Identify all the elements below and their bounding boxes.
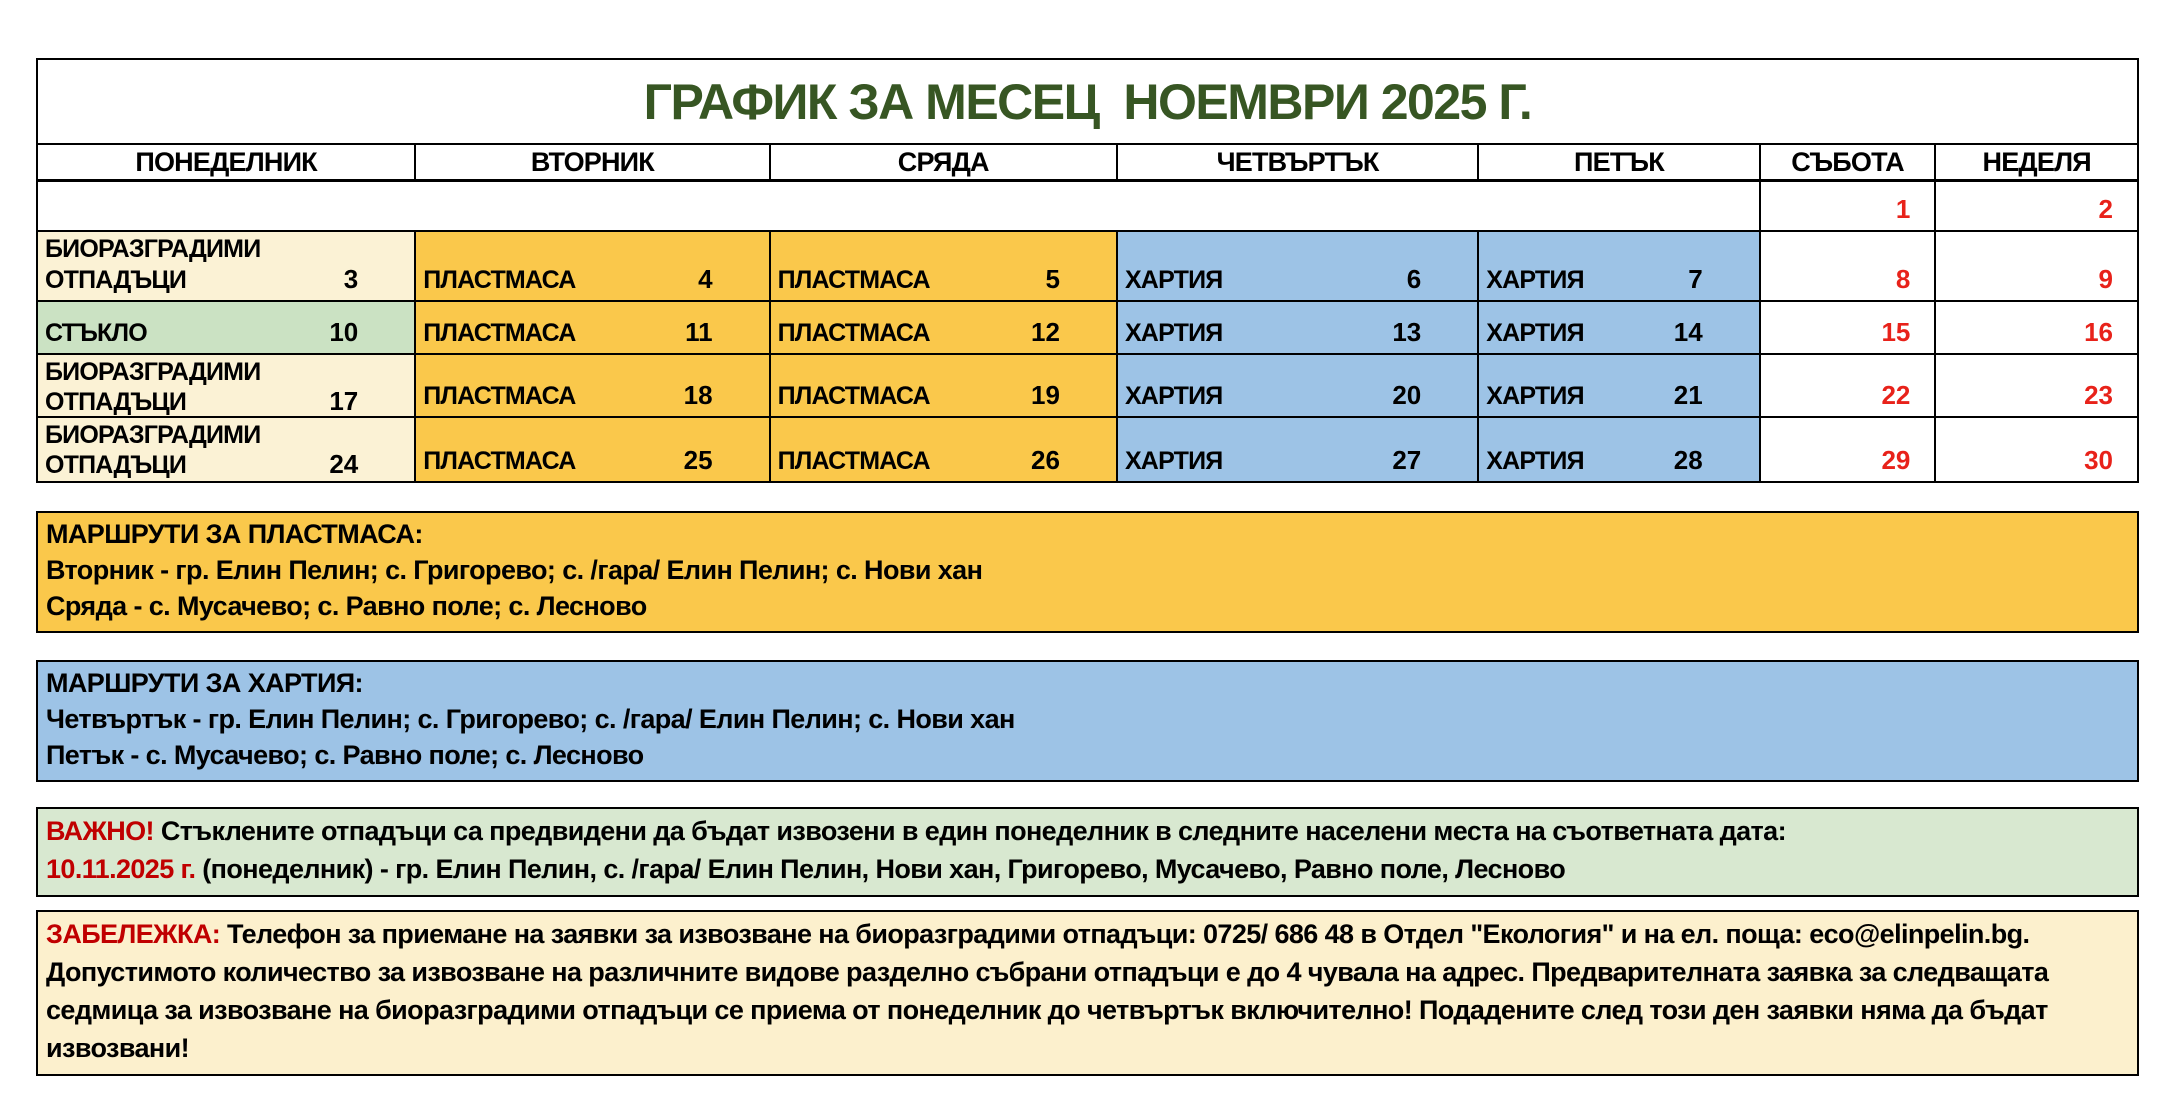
day-header-sunday: НЕДЕЛЯ — [1982, 146, 2091, 177]
day-number: 16 — [2084, 317, 2113, 347]
day-number: 11 — [685, 317, 713, 347]
calendar-week-1 — [38, 182, 2137, 232]
day-number: 25 — [683, 445, 713, 475]
day-number: 12 — [1031, 317, 1060, 347]
day-number: 24 — [329, 449, 359, 479]
title-row — [38, 60, 2137, 145]
day-number: 18 — [683, 380, 713, 410]
cell-saturday-29 — [1761, 418, 1937, 481]
cell-plastic-12 — [771, 302, 1118, 353]
day-header-saturday: СЪБОТА — [1761, 145, 1937, 179]
day-number: 8 — [1895, 264, 1911, 294]
day-number: 2 — [2098, 194, 2113, 224]
calendar-week-5 — [38, 418, 2137, 481]
day-number: 22 — [1881, 380, 1911, 410]
cell-biowaste-24 — [38, 418, 416, 481]
day-number: 9 — [2098, 264, 2113, 294]
paper-routes-friday: Петък - с. Мусачево; с. Равно поле; с. Лесново — [46, 740, 644, 770]
day-header-tuesday: ВТОРНИК — [416, 145, 770, 179]
waste-type-label: БИОРАЗГРАДИМИ — [45, 421, 261, 449]
cell-plastic-18 — [416, 355, 770, 416]
cell-biowaste-3 — [38, 232, 416, 300]
cell-paper-28 — [1479, 418, 1760, 481]
cell-paper-27 — [1118, 418, 1479, 481]
cell-paper-7 — [1479, 232, 1760, 300]
plastic-routes-tuesday: Вторник - гр. Елин Пелин; с. Григорево; с. /гара/ Елин Пелин; с. Нови хан — [46, 555, 983, 585]
waste-type-label: ПЛАСТМАСА — [423, 266, 576, 294]
day-number: 4 — [698, 264, 713, 294]
plastic-routes-wednesday: Сряда - с. Мусачево; с. Равно поле; с. Лесново — [46, 591, 647, 621]
cell-sunday-2 — [1936, 182, 2137, 230]
day-number: 21 — [1673, 380, 1703, 410]
day-number: 13 — [1392, 317, 1422, 347]
cell-paper-13 — [1118, 302, 1479, 353]
cell-plastic-5 — [771, 232, 1118, 300]
waste-type-label: ХАРТИЯ — [1124, 266, 1223, 294]
waste-type-label: ХАРТИЯ — [1486, 266, 1584, 294]
cell-sunday-30 — [1936, 418, 2137, 481]
waste-type-label: ПЛАСТМАСА — [777, 447, 930, 475]
glass-collection-date: 10.11.2025 г. — [46, 854, 196, 884]
paper-routes-box — [36, 660, 2139, 782]
glass-collection-places: (понеделник) - гр. Елин Пелин, с. /гара/ Елин Пелин, Нови хан, Григорево, Мусачево, Равно поле, Лесново — [195, 854, 1566, 884]
important-label: ВАЖНО! — [46, 816, 154, 846]
cell-paper-14 — [1479, 302, 1760, 353]
note-label: ЗАБЕЛЕЖКА: — [46, 919, 221, 949]
day-number: 28 — [1673, 445, 1703, 475]
cell-saturday-15 — [1761, 302, 1937, 353]
waste-type-label: ХАРТИЯ — [1486, 382, 1584, 410]
waste-type-label: ХАРТИЯ — [1124, 447, 1223, 475]
cell-paper-6 — [1118, 232, 1479, 300]
day-number: 1 — [1895, 194, 1911, 224]
note-box — [36, 910, 2139, 1076]
weekday-header-row — [38, 145, 2137, 182]
sheet-content — [36, 58, 2139, 1076]
day-number: 30 — [2084, 445, 2113, 475]
paper-routes-heading: МАРШРУТИ ЗА ХАРТИЯ: — [46, 668, 363, 698]
waste-type-label: ОТПАДЪЦИ — [45, 266, 187, 294]
cell-saturday-8 — [1761, 232, 1937, 300]
calendar-week-2 — [38, 232, 2137, 302]
day-number: 3 — [343, 264, 359, 294]
day-number: 23 — [2084, 380, 2113, 410]
cell-plastic-25 — [416, 418, 770, 481]
waste-type-label: ПЛАСТМАСА — [423, 447, 576, 475]
cell-plastic-19 — [771, 355, 1118, 416]
day-header-friday: ПЕТЪК — [1479, 145, 1760, 179]
day-number: 20 — [1392, 380, 1422, 410]
plastic-routes-heading: МАРШРУТИ ЗА ПЛАСТМАСА: — [46, 519, 423, 549]
cell-biowaste-17 — [38, 355, 416, 416]
day-number: 29 — [1881, 445, 1911, 475]
waste-type-label: ХАРТИЯ — [1124, 382, 1223, 410]
calendar-week-4 — [38, 355, 2137, 418]
waste-type-label: БИОРАЗГРАДИМИ — [45, 358, 261, 386]
cell-glass-10 — [38, 302, 416, 353]
important-notice-box — [36, 807, 2139, 897]
day-header-thursday: ЧЕТВЪРТЪК — [1118, 145, 1479, 179]
calendar-week-3 — [38, 302, 2137, 355]
waste-type-label: ХАРТИЯ — [1486, 447, 1584, 475]
day-number: 17 — [329, 386, 359, 416]
page-title: ГРАФИК ЗА МЕСЕЦ НОЕМВРИ 2025 Г. — [643, 73, 1532, 130]
cell-sunday-23 — [1936, 355, 2137, 416]
cell-sunday-9 — [1936, 232, 2137, 300]
cell-sunday-16 — [1936, 302, 2137, 353]
day-number: 10 — [329, 317, 359, 347]
paper-routes-thursday: Четвъртък - гр. Елин Пелин; с. Григорево; с. /гара/ Елин Пелин; с. Нови хан — [46, 704, 1015, 734]
waste-type-label: СТЪКЛО — [45, 319, 147, 347]
day-number: 15 — [1881, 317, 1911, 347]
day-header-wednesday: СРЯДА — [771, 145, 1118, 179]
cell-plastic-26 — [771, 418, 1118, 481]
calendar-table — [36, 58, 2139, 483]
important-text: Стъклените отпадъци са предвидени да бъдат извозени в един понеделник в следните населени места на съответната дата: — [153, 816, 1786, 846]
day-header-monday: ПОНЕДЕЛНИК — [38, 145, 416, 179]
waste-type-label: ХАРТИЯ — [1124, 319, 1223, 347]
waste-type-label: ПЛАСТМАСА — [777, 319, 930, 347]
cell-saturday-1 — [1761, 182, 1937, 230]
note-paragraph — [46, 915, 2127, 1067]
important-line-1 — [46, 812, 2127, 850]
waste-type-label: ОТПАДЪЦИ — [45, 451, 187, 479]
cell-paper-21 — [1479, 355, 1760, 416]
day-number: 14 — [1673, 317, 1703, 347]
cell-plastic-11 — [416, 302, 770, 353]
day-number: 26 — [1031, 445, 1060, 475]
day-number: 27 — [1392, 445, 1422, 475]
waste-type-label: ПЛАСТМАСА — [777, 266, 930, 294]
cell-plastic-4 — [416, 232, 770, 300]
cell-paper-20 — [1118, 355, 1479, 416]
day-number: 6 — [1406, 264, 1422, 294]
note-text: Телефон за приемане на заявки за извозване на биоразградими отпадъци: 0725/ 686 48 в Отдел "Екология" и на ел. поща: eco@elinpelin.bg. Допустимото количество за извозване на различните видове разделно събрани отпадъци е до 4 чувала на адрес. Предварителната заявка за следващата седмица за извозване на биоразградими отпадъци се приема от понеделник до четвъртък включително! Подадените след този ден заявки няма да бъдат извозвани! — [46, 919, 2049, 1063]
waste-type-label: ХАРТИЯ — [1486, 319, 1584, 347]
waste-type-label: ПЛАСТМАСА — [777, 382, 930, 410]
day-number: 7 — [1688, 264, 1703, 294]
waste-type-label: ПЛАСТМАСА — [423, 319, 576, 347]
important-line-2 — [46, 850, 2127, 888]
waste-type-label: ПЛАСТМАСА — [423, 382, 576, 410]
empty-weekday-span — [38, 182, 1761, 230]
plastic-routes-box — [36, 511, 2139, 633]
day-number: 5 — [1045, 264, 1060, 294]
waste-type-label: БИОРАЗГРАДИМИ — [45, 235, 261, 263]
cell-saturday-22 — [1761, 355, 1937, 416]
day-number: 19 — [1031, 380, 1060, 410]
waste-type-label: ОТПАДЪЦИ — [45, 388, 187, 416]
